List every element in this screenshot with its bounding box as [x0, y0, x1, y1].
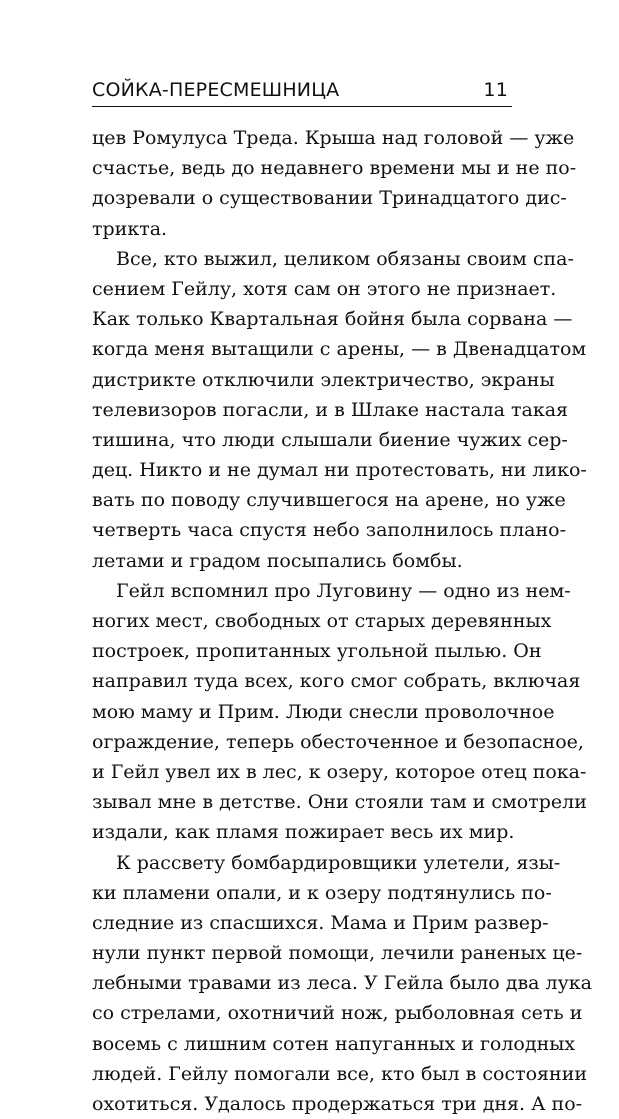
- text-line: ногих мест, свободных от старых деревянных: [92, 610, 552, 632]
- running-title: СОЙКА-ПЕРЕСМЕШНИЦА: [92, 79, 340, 101]
- text-line: дозревали о существовании Тринадцатого дис-: [92, 187, 567, 210]
- text-line: восемь с лишним сотен напуганных и голодных: [92, 1032, 576, 1055]
- text-line: когда меня вытащили с арены, — в Двенадцатом: [92, 338, 587, 361]
- text-line: дец. Никто и не думал ни протестовать, ни лико-: [92, 459, 587, 482]
- text-line: нули пункт первой помощи, лечили раненых це-: [92, 942, 583, 965]
- text-line: счастье, ведь до недавнего времени мы и не по-: [92, 157, 577, 180]
- text-line: сением Гейлу, хотя сам он этого не признает.: [92, 277, 557, 300]
- text-line: ограждение, теперь обесточенное и безопасное,: [92, 730, 584, 753]
- text-line: охотиться. Удалось продержаться три дня. А по-: [92, 1093, 583, 1115]
- text-line: вать по поводу случившегося на арене, но уже: [92, 489, 566, 512]
- text-line: ки пламени опали, и к озеру подтянулись по-: [92, 881, 552, 904]
- text-line: мою маму и Прим. Люди снесли проволочное: [92, 700, 555, 723]
- text-line: тишина, что люди слышали биение чужих сер-: [92, 428, 568, 451]
- text-line: людей. Гейлу помогали все, кто был в состоянии: [92, 1062, 588, 1085]
- text-line: издали, как пламя пожирает весь их мир.: [92, 821, 515, 844]
- text-line: трикта.: [92, 217, 168, 240]
- header-rule: [92, 106, 512, 107]
- text-line: следние из спасшихся. Мама и Прим развер-: [92, 911, 549, 934]
- text-line: телевизоров погасли, и в Шлаке настала такая: [92, 398, 569, 421]
- page-number: 11: [483, 79, 508, 101]
- text-line: летами и градом посыпались бомбы.: [92, 549, 463, 572]
- text-line: и Гейл увел их в лес, к озеру, которое отец пока-: [92, 760, 587, 783]
- text-line: К рассвету бомбардировщики улетели, язы-: [116, 851, 561, 874]
- text-line: лебными травами из леса. У Гейла было два лука: [92, 972, 592, 995]
- text-line: направил туда всех, кого смог собрать, включая: [92, 670, 581, 693]
- text-line: со стрелами, охотничий нож, рыболовная сеть и: [92, 1002, 583, 1025]
- text-line: зывал мне в детстве. Они стояли там и смотрели: [92, 791, 587, 814]
- text-line: цев Ромулуса Треда. Крыша над головой — уже: [92, 127, 575, 149]
- text-line: дистрикте отключили электричество, экраны: [92, 368, 555, 391]
- text-line: Все, кто выжил, целиком обязаны своим спа-: [116, 247, 574, 270]
- body-text: [92, 123, 592, 1119]
- text-line: Гейл вспомнил про Луговину — одно из нем-: [116, 579, 571, 602]
- text-line: построек, пропитанных угольной пылью. Он: [92, 640, 542, 663]
- running-head: [92, 79, 512, 105]
- text-line: Как только Квартальная бойня была сорвана —: [92, 308, 573, 331]
- text-line: четверть часа спустя небо заполнилось плано-: [92, 519, 567, 542]
